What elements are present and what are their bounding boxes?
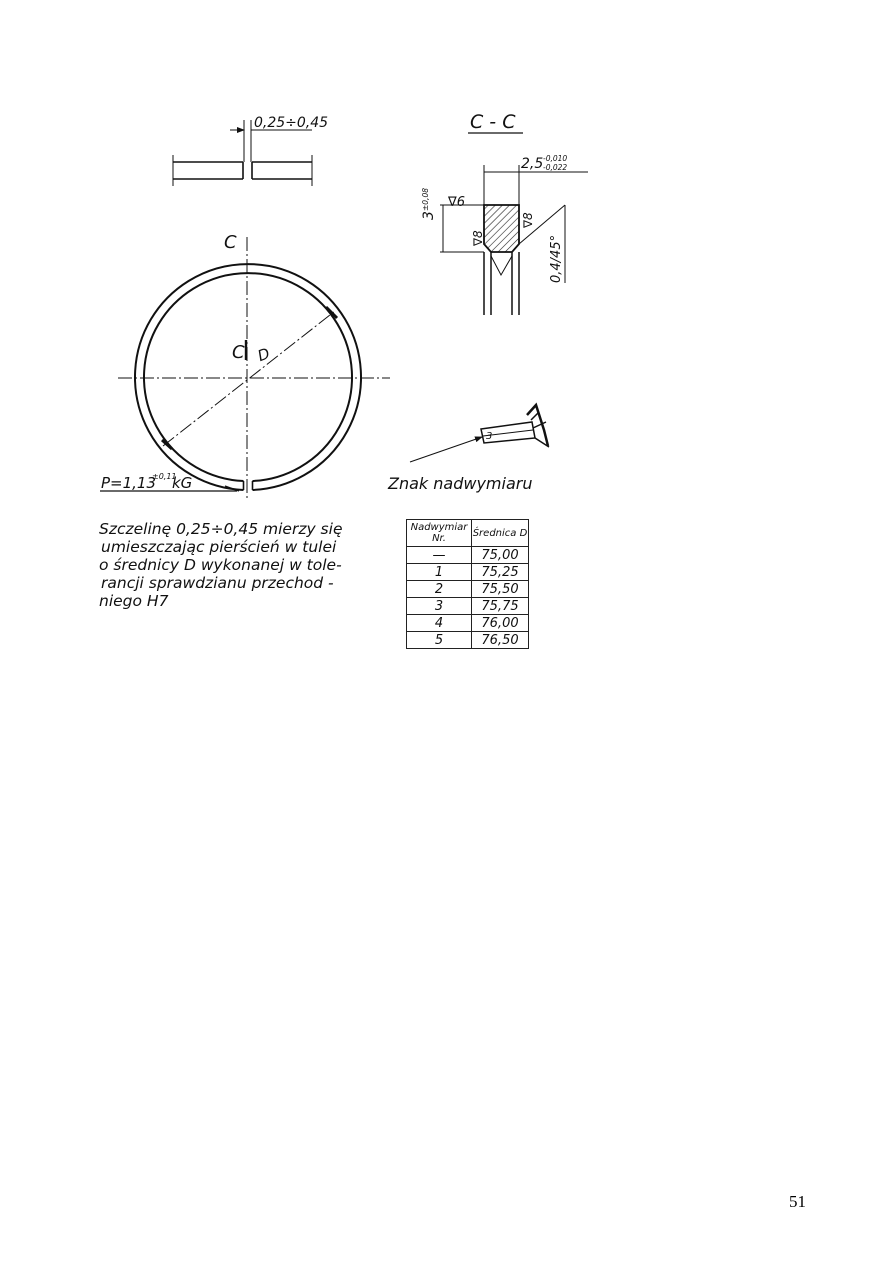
oversize-mark-detail <box>410 405 549 462</box>
width-tolerance-upper: -0,010 <box>543 154 568 163</box>
table-header-oversize: Nadwymiar Nr. <box>407 520 472 547</box>
roughness-side-right: ∇8 <box>521 212 535 228</box>
table-cell: 76,50 <box>472 632 529 649</box>
table-row <box>407 615 529 632</box>
table-cell: 1 <box>407 564 472 581</box>
table-row <box>407 547 529 564</box>
table-cell: — <box>407 547 472 564</box>
note-line: niego H7 <box>99 592 169 610</box>
ring-view <box>100 237 390 500</box>
force-tolerance: ±0,11 <box>152 472 177 481</box>
note-line: o średnicy D wykonanej w tole- <box>99 556 342 574</box>
width-tolerance-lower: -0,022 <box>543 163 568 172</box>
note-line: umieszczając pierścień w tulei <box>101 538 337 556</box>
section-marker-mid: C <box>232 342 245 363</box>
table-header-diameter: Średnica D <box>472 520 529 547</box>
height-dimension: 3 <box>421 211 437 220</box>
table-cell: 76,00 <box>472 615 529 632</box>
force-label: P=1,13 <box>101 474 157 492</box>
height-tolerance: ±0,08 <box>421 188 430 211</box>
table-cell: 2 <box>407 581 472 598</box>
table-cell: 75,00 <box>472 547 529 564</box>
diameter-label: D <box>255 344 273 366</box>
table-cell: 75,25 <box>472 564 529 581</box>
table-row <box>407 598 529 615</box>
note-line: rancji sprawdzianu przechod - <box>101 574 334 592</box>
section-title: C - C <box>470 111 516 133</box>
table-cell: 3 <box>407 598 472 615</box>
roughness-top: ∇6 <box>448 195 465 210</box>
page-number: 51 <box>789 1192 806 1211</box>
gap-dimension-label: 0,25÷0,45 <box>254 115 329 131</box>
force-unit: kG <box>172 474 193 492</box>
section-cc <box>440 165 588 315</box>
table-cell: 4 <box>407 615 472 632</box>
table-cell: 5 <box>407 632 472 649</box>
roughness-side-left: ∇8 <box>471 230 485 246</box>
width-dimension: 2,5 <box>521 156 544 172</box>
table-row <box>407 581 529 598</box>
oversize-table <box>406 519 529 649</box>
note-line: Szczelinę 0,25÷0,45 mierzy się <box>99 520 343 538</box>
measurement-note <box>99 520 359 610</box>
table-cell: 75,50 <box>472 581 529 598</box>
table-row <box>407 564 529 581</box>
oversize-marker-number: 3 <box>486 431 493 442</box>
chamfer-label: 0,4/45° <box>549 234 564 283</box>
table-cell: 75,75 <box>472 598 529 615</box>
table-row <box>407 632 529 649</box>
section-marker-top: C <box>224 232 237 253</box>
oversize-caption: Znak nadwymiaru <box>388 474 533 493</box>
